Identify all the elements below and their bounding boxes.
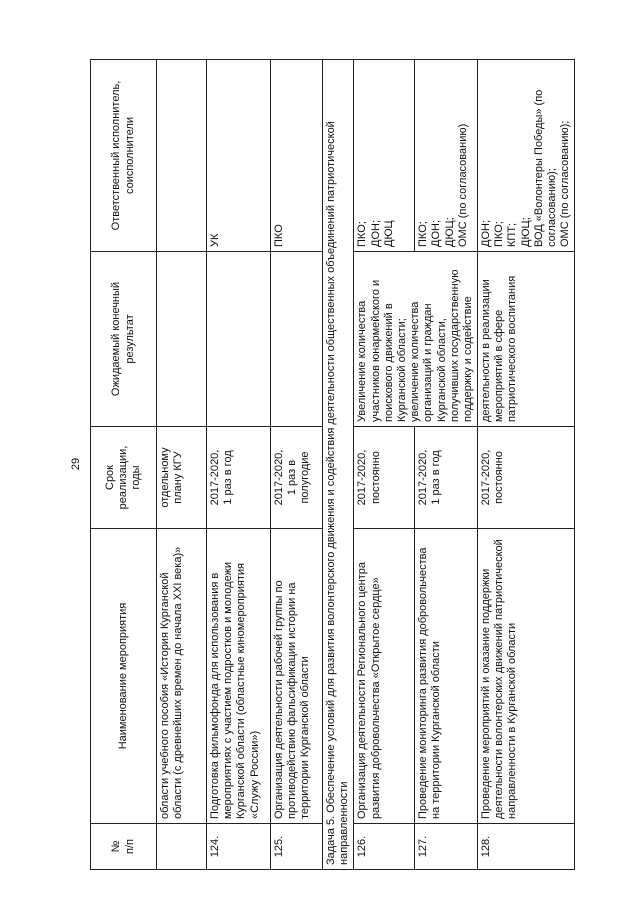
row-result: деятельности в реализации мероприятий в сфере патриотического воспитания [478, 252, 575, 427]
table-row [271, 60, 323, 870]
row-term: 2017-2020, постоянно [354, 427, 415, 529]
task-5-heading: Задача 5. Обеспечение условий для развития волонтерского движения и содействия деятельности общественных объединений патриотической направленности [323, 60, 354, 870]
row-result-merged: Увеличение количества участников юнармейского и поискового движений в Курганской области; увеличение количества организаций и граждан Курганской области, получивших государственную поддержку и содействие [354, 252, 478, 427]
header-responsible: Ответственный исполнитель, соисполнители [91, 60, 157, 252]
page-number: 29 [70, 457, 83, 471]
row-result [271, 252, 323, 427]
header-result: Ожидаемый конечный результат [91, 252, 157, 427]
row-term: 2017-2020, 1 раз в полугодие [271, 427, 323, 529]
row-num: 125. [271, 824, 323, 870]
events-table [90, 59, 575, 870]
row-name: Проведение мониторинга развития добровольчества на территории Курганской области [415, 529, 478, 824]
row-term: 2017-2020, 1 раз в год [415, 427, 478, 529]
row-num: 126. [354, 824, 415, 870]
header-term: Срок реализации, годы [91, 427, 157, 529]
row-responsible: УК [207, 60, 271, 252]
row-result [157, 252, 207, 427]
table-row [478, 60, 575, 870]
task-row [323, 60, 354, 870]
row-result [207, 252, 271, 427]
row-responsible: ДОН; ПКО; КПТ; ДЮЦ; ВОД «Волонтеры Победы» (по согласованию); ОМС (по согласованию); [478, 60, 575, 252]
row-num: 124. [207, 824, 271, 870]
header-name: Наименование мероприятия [91, 529, 157, 824]
row-num: 127. [415, 824, 478, 870]
row-responsible: ПКО; ДОН; ДЮЦ; ОМС (по согласованию) [415, 60, 478, 252]
table-row [207, 60, 271, 870]
header-num: № п/п [91, 824, 157, 870]
row-term: 2017-2020, 1 раз в год [207, 427, 271, 529]
table-row [354, 60, 415, 870]
table-row [157, 60, 207, 870]
row-name: области учебного пособия «История Курганской области (с древнейших времен до начала XXI века)» [157, 529, 207, 824]
row-name: Подготовка фильмофонда для использования в мероприятиях с участием подростков и молодежи Курганской области (областные киномероприятия «Служу России») [207, 529, 271, 824]
table-row [415, 60, 478, 870]
row-name: Проведение мероприятий и оказание поддержки деятельности волонтерских движений патриотической направленности в Курганской области [478, 529, 575, 824]
row-name: Организация деятельности Регионального центра развития добровольчества «Открытое сердце» [354, 529, 415, 824]
row-num [157, 824, 207, 870]
rotated-page [90, 60, 630, 870]
row-term: 2017-2020, постоянно [478, 427, 575, 529]
row-num: 128. [478, 824, 575, 870]
table-header [91, 60, 157, 870]
row-responsible: ПКО [271, 60, 323, 252]
row-name: Организация деятельности рабочей группы по противодействию фальсификации истории на территории Курганской области [271, 529, 323, 824]
row-responsible [157, 60, 207, 252]
row-term: отдельному плану КГУ [157, 427, 207, 529]
row-responsible: ПКО; ДОН; ДЮЦ [354, 60, 415, 252]
